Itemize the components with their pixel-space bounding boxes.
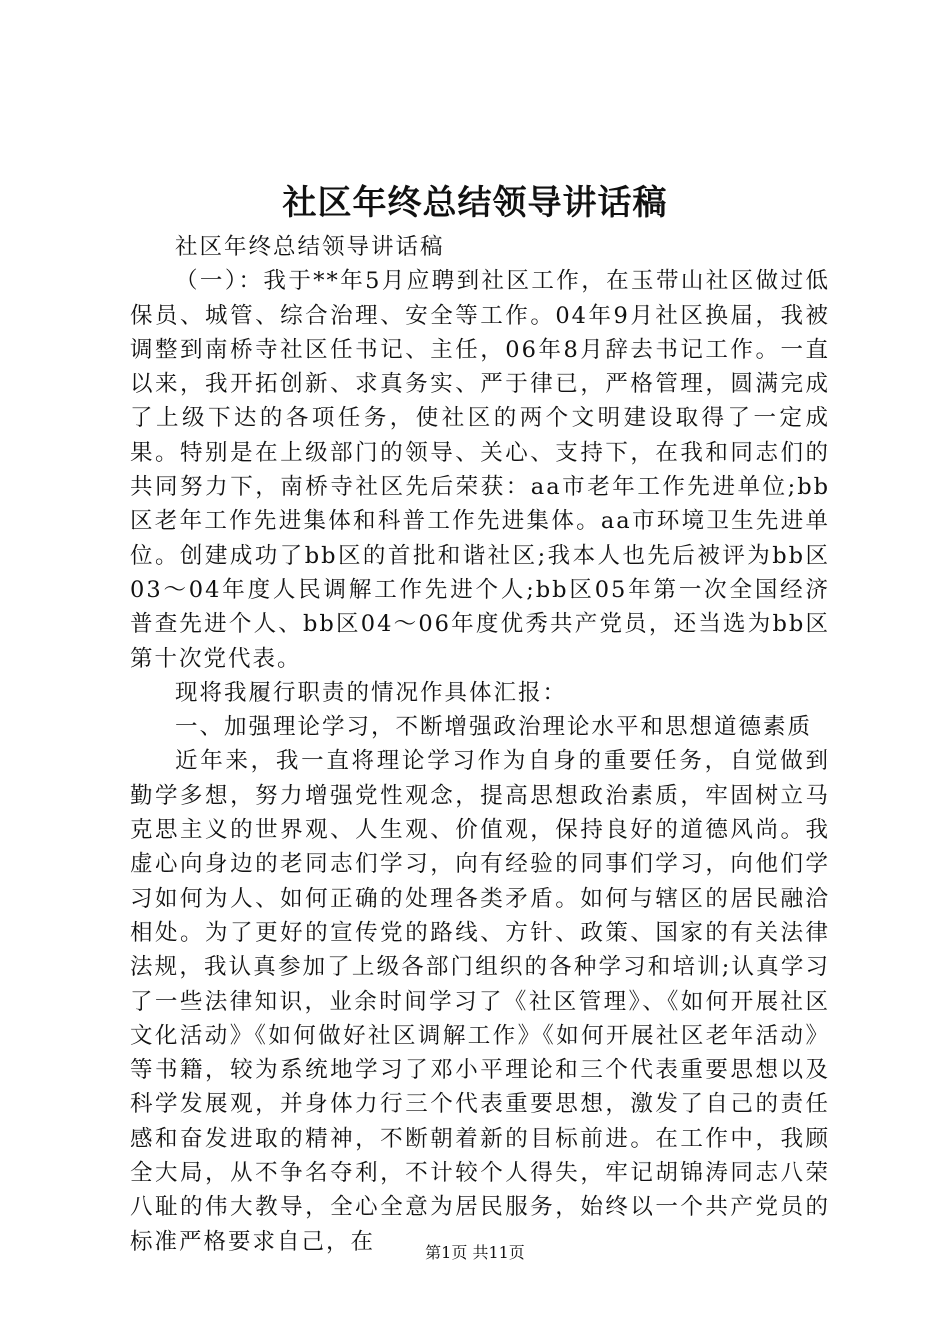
paragraph-theory-study: 近年来，我一直将理论学习作为自身的重要任务，自觉做到勤学多想，努力增强党性观念，提高思想政治素质，牢固树立马克思主义的世界观、人生观、价值观，保持良好的道德风尚。我虚心向身边的老同志们学习，向有经验的同事们学习，向他们学习如何为人、如何正确的处理各类矛盾。如何与辖区的居民融洽相处。为了更好的宣传党的路线、方针、政策、国家的有关法律法规，我认真参加了上级各部门组织的各种学习和培训;认真学习了一些法律知识，业余时间学习了《社区管理》、《如何开展社区文化活动》《如何做好社区调解工作》《如何开展社区老年活动》等书籍，较为系统地学习了邓小平理论和三个代表重要思想以及科学发展观，并身体力行三个代表重要思想，激发了自己的责任感和奋发进取的精神，不断朝着新的目标前进。在工作中，我顾全大局，从不争名夺利，不计较个人得失，牢记胡锦涛同志八荣八耻的伟大教导，全心全意为居民服务，始终以一个共产党员的标准严格要求自己，在 (130, 748, 830, 1255)
document-title: 社区年终总结领导讲话稿 (282, 183, 668, 223)
page-number-footer: 第1页 共11页 (425, 1243, 525, 1262)
paragraph-subtitle: 社区年终总结领导讲话稿 (175, 234, 445, 260)
paragraph-introduction: （一）：我于**年5月应聘到社区工作，在玉带山社区做过低保员、城管、综合治理、安全等工作。04年9月社区换届，我被调整到南桥寺社区任书记、主任，06年8月辞去书记工作。一直以来，我开拓创新、求真务实、严于律已，严格管理，圆满完成了上级下达的各项任务，使社区的两个文明建设取得了一定成果。特别是在上级部门的领导、关心、支持下，在我和同志们的共同努力下，南桥寺社区先后荣获：aa市老年工作先进单位;bb区老年工作先进集体和科普工作先进集体。aa市环境卫生先进单位。创建成功了bb区的首批和谐社区;我本人也先后被评为bb区03～04年度人民调解工作先进个人;bb区05年第一次全国经济普查先进个人、bb区04～06年度优秀共产党员，还当选为bb区第十次党代表。 (130, 268, 830, 672)
paragraph-report-lead: 现将我履行职责的情况作具体汇报： (175, 679, 568, 706)
section-heading-1: 一、加强理论学习，不断增强政治理论水平和思想道德素质 (175, 714, 813, 741)
document-body (130, 230, 830, 1259)
